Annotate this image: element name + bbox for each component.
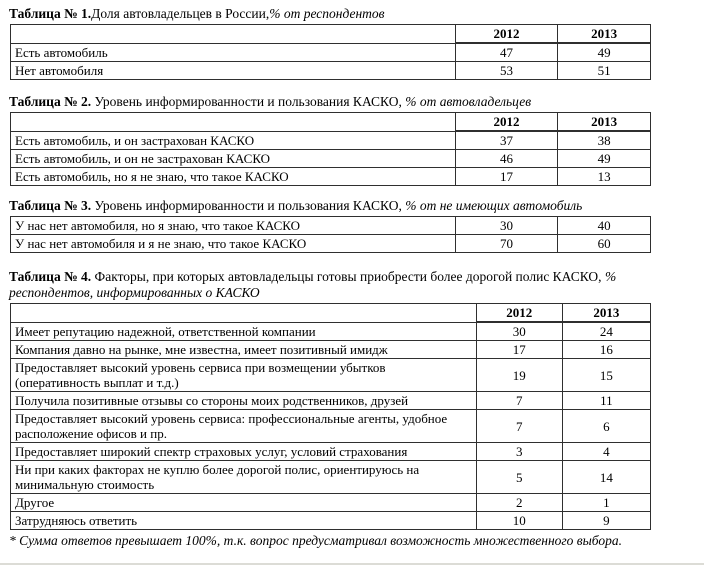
value-2013: 9: [562, 512, 650, 530]
row-label: Предоставляет широкий спектр страховых услуг, условий страхования: [11, 443, 477, 461]
value-2013: 49: [558, 150, 651, 168]
table-3-caption-text: Уровень информированности и пользования КАСКО,: [91, 198, 406, 213]
row-label: Другое: [11, 494, 477, 512]
value-2012: 7: [476, 392, 562, 410]
value-2013: 51: [558, 62, 651, 80]
page-bottom-divider: [0, 563, 704, 565]
table-2-caption-italic: % от автовладельцев: [405, 94, 532, 109]
value-2012: 30: [476, 322, 562, 341]
row-label: У нас нет автомобиля и я не знаю, что такое КАСКО: [11, 235, 456, 253]
value-2013: 15: [562, 359, 650, 392]
section-gap: [9, 186, 695, 198]
table-row: [11, 217, 651, 235]
value-2013: 4: [562, 443, 650, 461]
value-2012: 46: [455, 150, 557, 168]
table-2-caption-text: Уровень информированности и пользования КАСКО,: [91, 94, 406, 109]
table-row: [11, 235, 651, 253]
table-3-title: [9, 198, 695, 214]
table-4-caption-italic: % респондентов, информированных о КАСКО: [9, 269, 617, 300]
table-row: [11, 131, 651, 150]
value-2013: 1: [562, 494, 650, 512]
value-2012: 7: [476, 410, 562, 443]
table-row: [11, 410, 651, 443]
row-label: Ни при каких факторах не куплю более дорогой полис, ориентируюсь на минимальную стоимость: [11, 461, 477, 494]
table-row: [11, 113, 651, 132]
table-row: [11, 461, 651, 494]
value-2013: 60: [558, 235, 651, 253]
value-2012: 17: [476, 341, 562, 359]
table-row: [11, 62, 651, 80]
value-2012: 37: [455, 131, 557, 150]
table-row: [11, 443, 651, 461]
value-2013: 40: [558, 217, 651, 235]
section-gap: [9, 80, 695, 94]
table-1: [10, 24, 651, 80]
row-label: Есть автомобиль, и он не застрахован КАСКО: [11, 150, 456, 168]
table-3: [10, 216, 651, 253]
table-1-caption-text: Доля автовладельцев в России,: [91, 6, 270, 21]
table-row: [11, 168, 651, 186]
table-row: [11, 341, 651, 359]
value-2012: 47: [455, 43, 557, 62]
empty-header-cell: [11, 113, 456, 132]
table-row: [11, 304, 651, 323]
table-row: [11, 150, 651, 168]
row-label: Имеет репутацию надежной, ответственной компании: [11, 322, 477, 341]
table-4: [10, 303, 651, 530]
value-2012: 70: [455, 235, 557, 253]
row-label: Нет автомобиля: [11, 62, 456, 80]
value-2013: 6: [562, 410, 650, 443]
table-4-title: [9, 269, 695, 301]
row-label: Получила позитивные отзывы со стороны моих родственников, друзей: [11, 392, 477, 410]
value-2012: 3: [476, 443, 562, 461]
value-2013: 16: [562, 341, 650, 359]
row-label: Есть автомобиль, но я не знаю, что такое КАСКО: [11, 168, 456, 186]
value-2012: 53: [455, 62, 557, 80]
value-2013: 49: [558, 43, 651, 62]
table-row: [11, 494, 651, 512]
row-label: Есть автомобиль, и он застрахован КАСКО: [11, 131, 456, 150]
table-row: [11, 512, 651, 530]
table-row: [11, 43, 651, 62]
year-header-2012: 2012: [455, 25, 557, 44]
value-2013: 13: [558, 168, 651, 186]
row-label: Предоставляет высокий уровень сервиса: профессиональные агенты, удобное расположение офисов и пр.: [11, 410, 477, 443]
value-2013: 38: [558, 131, 651, 150]
value-2013: 14: [562, 461, 650, 494]
row-label: У нас нет автомобиля, но я знаю, что такое КАСКО: [11, 217, 456, 235]
footnote: * Сумма ответов превышает 100%, т.к. вопрос предусматривал возможность множественного выбора.: [9, 533, 623, 548]
table-1-caption-italic: % от респондентов: [269, 6, 385, 21]
row-label: Предоставляет высокий уровень сервиса при возмещении убытков (оперативность выплат и т.д.): [11, 359, 477, 392]
year-header-2013: 2013: [558, 25, 651, 44]
empty-header-cell: [11, 304, 477, 323]
table-3-caption-number: Таблица № 3.: [9, 198, 92, 213]
table-1-title: [9, 6, 695, 22]
year-header-2013: 2013: [558, 113, 651, 132]
table-2-caption-number: Таблица № 2.: [9, 94, 92, 109]
row-label: Компания давно на рынке, мне известна, имеет позитивный имидж: [11, 341, 477, 359]
year-header-2013: 2013: [562, 304, 650, 323]
value-2012: 2: [476, 494, 562, 512]
table-1-caption-number: Таблица № 1.: [9, 6, 92, 21]
value-2012: 5: [476, 461, 562, 494]
section-gap: [9, 253, 695, 269]
value-2013: 24: [562, 322, 650, 341]
table-row: [11, 25, 651, 44]
year-header-2012: 2012: [455, 113, 557, 132]
value-2013: 11: [562, 392, 650, 410]
row-label: Есть автомобиль: [11, 43, 456, 62]
value-2012: 19: [476, 359, 562, 392]
row-label: Затрудняюсь ответить: [11, 512, 477, 530]
year-header-2012: 2012: [476, 304, 562, 323]
table-4-caption-number: Таблица № 4.: [9, 269, 92, 284]
empty-header-cell: [11, 25, 456, 44]
table-row: [11, 359, 651, 392]
table-4-caption-text: Факторы, при которых автовладельцы готовы приобрести более дорогой полис КАСКО,: [91, 269, 605, 284]
value-2012: 10: [476, 512, 562, 530]
table-3-caption-italic: % от не имеющих автомобиль: [405, 198, 583, 213]
value-2012: 17: [455, 168, 557, 186]
table-2-title: [9, 94, 695, 110]
table-row: [11, 392, 651, 410]
table-row: [11, 322, 651, 341]
table-2: [10, 112, 651, 186]
value-2012: 30: [455, 217, 557, 235]
